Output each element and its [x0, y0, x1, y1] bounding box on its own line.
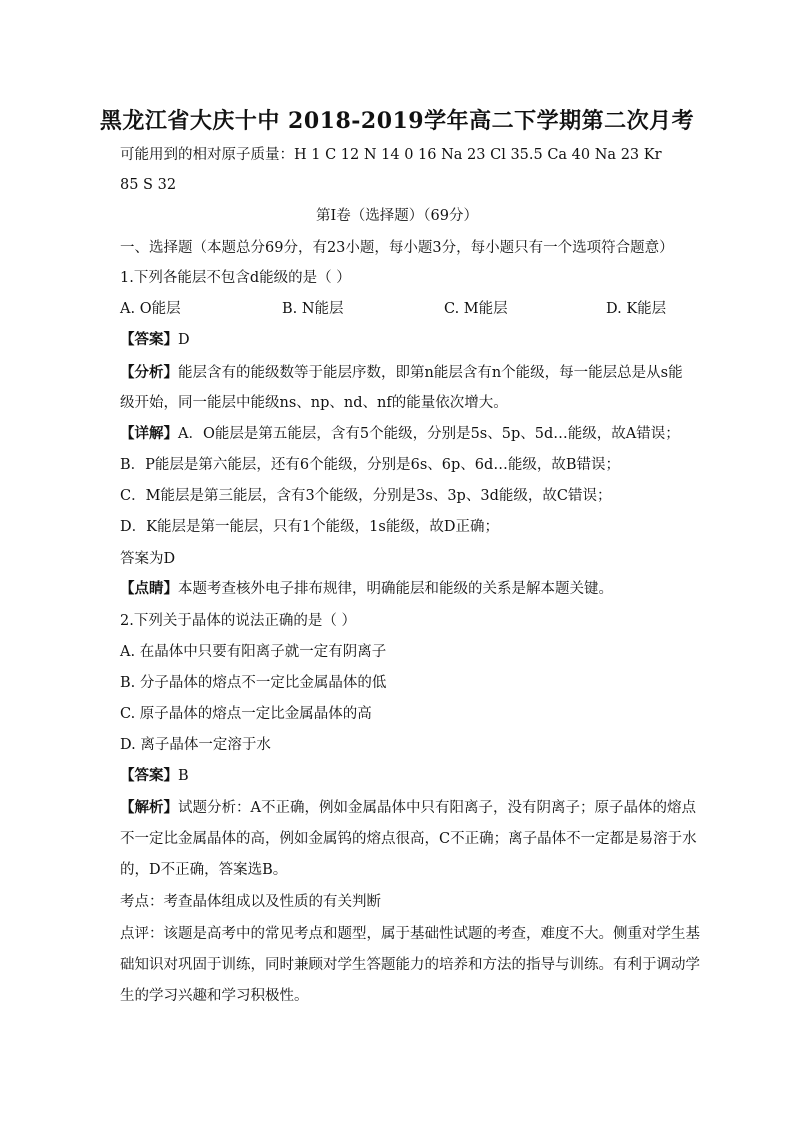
atomic-mass-line-2: 85 S 32	[120, 177, 177, 193]
q2-option-c: C. 原子晶体的熔点一定比金属晶体的高	[120, 706, 372, 722]
q2-option-b: B. 分子晶体的熔点不一定比金属晶体的低	[120, 675, 387, 691]
q1-detail-a	[120, 424, 680, 444]
q1-option-a: A. O能层	[120, 301, 181, 317]
q2-answer	[120, 766, 680, 786]
q1-option-c: C. M能层	[444, 301, 508, 317]
q1-comment	[120, 579, 680, 599]
q1-analysis-text-1: 能层含有的能级数等于能层序数，即第n能层含有n个能级，每一能层总是从s能	[178, 365, 683, 381]
q2-kaodian: 考点：考查晶体组成以及性质的有关判断	[120, 894, 381, 910]
q2-dianping-line-3: 生的学习兴趣和学习积极性。	[120, 988, 309, 1004]
q2-dianping-line-1: 点评：该题是高考中的常见考点和题型，属于基础性试题的考查，难度不大。侧重对学生基	[120, 926, 700, 942]
q1-comment-text: 本题考查核外电子排布规律，明确能层和能级的关系是解本题关键。	[178, 581, 613, 597]
q1-detail-a-text: A．O能层是第五能层，含有5个能级，分别是5s、5p、5d…能级，故A错误；	[178, 426, 680, 442]
answer-tag: 【答案】	[120, 331, 178, 348]
q1-analysis-line-1	[120, 363, 683, 383]
q1-detail-d: D．K能层是第一能层，只有1个能级，1s能级，故D正确；	[120, 519, 499, 535]
analysis-tag: 【分析】	[120, 364, 178, 381]
q2-analysis-line-3: 的，D不正确，答案选B。	[120, 862, 288, 878]
q1-option-b: B. N能层	[282, 301, 344, 317]
section-title: 第Ⅰ卷（选择题）（69分）	[316, 208, 478, 224]
q1-answer	[120, 330, 680, 350]
q2-option-d: D. 离子晶体一定溶于水	[120, 737, 271, 753]
q1-detail-c: C．M能层是第三能层，含有3个能级，分别是3s、3p、3d能级，故C错误；	[120, 488, 612, 504]
q2-analysis-text-1: 试题分析：A不正确，例如金属晶体中只有阳离子，没有阴离子；原子晶体的熔点	[178, 800, 696, 816]
q1-detail-b: B．P能层是第六能层，还有6个能级，分别是6s、6p、6d…能级，故B错误；	[120, 457, 620, 473]
q2-stem: 2.下列关于晶体的说法正确的是（ ）	[120, 613, 356, 629]
q2-answer-value: B	[178, 768, 189, 784]
q2-dianping-line-2: 础知识对巩固于训练，同时兼顾对学生答题能力的培养和方法的指导与训练。有利于调动学	[120, 957, 700, 973]
q1-answer-value: D	[178, 332, 190, 348]
q2-option-a: A. 在晶体中只要有阳离子就一定有阴离子	[120, 644, 387, 660]
section-instructions: 一、选择题（本题总分69分，有23小题，每小题3分，每小题只有一个选项符合题意）	[120, 240, 674, 256]
q2-analysis-line-2: 不一定比金属晶体的高，例如金属钨的熔点很高，C不正确；离子晶体不一定都是易溶于水	[120, 831, 697, 847]
comment-tag: 【点睛】	[120, 580, 178, 597]
document-title: 黑龙江省大庆十中 2018-2019学年高二下学期第二次月考	[99, 108, 695, 134]
detail-tag: 【详解】	[120, 425, 178, 442]
answer-tag: 【答案】	[120, 767, 178, 784]
q1-answer-is: 答案为D	[120, 551, 176, 567]
q2-analysis-line-1	[120, 798, 696, 818]
q1-analysis-line-2: 级开始，同一能层中能级ns、np、nd、nf的能量依次增大。	[120, 395, 508, 411]
atomic-mass-line-1: 可能用到的相对原子质量：H 1 C 12 N 14 0 16 Na 23 Cl 35.5 Ca 40 Na 23 Kr	[120, 147, 662, 163]
q1-stem: 1.下列各能层不包含d能级的是（ ）	[120, 270, 351, 286]
q1-option-d: D. K能层	[606, 301, 667, 317]
analysis-tag: 【解析】	[120, 799, 178, 816]
